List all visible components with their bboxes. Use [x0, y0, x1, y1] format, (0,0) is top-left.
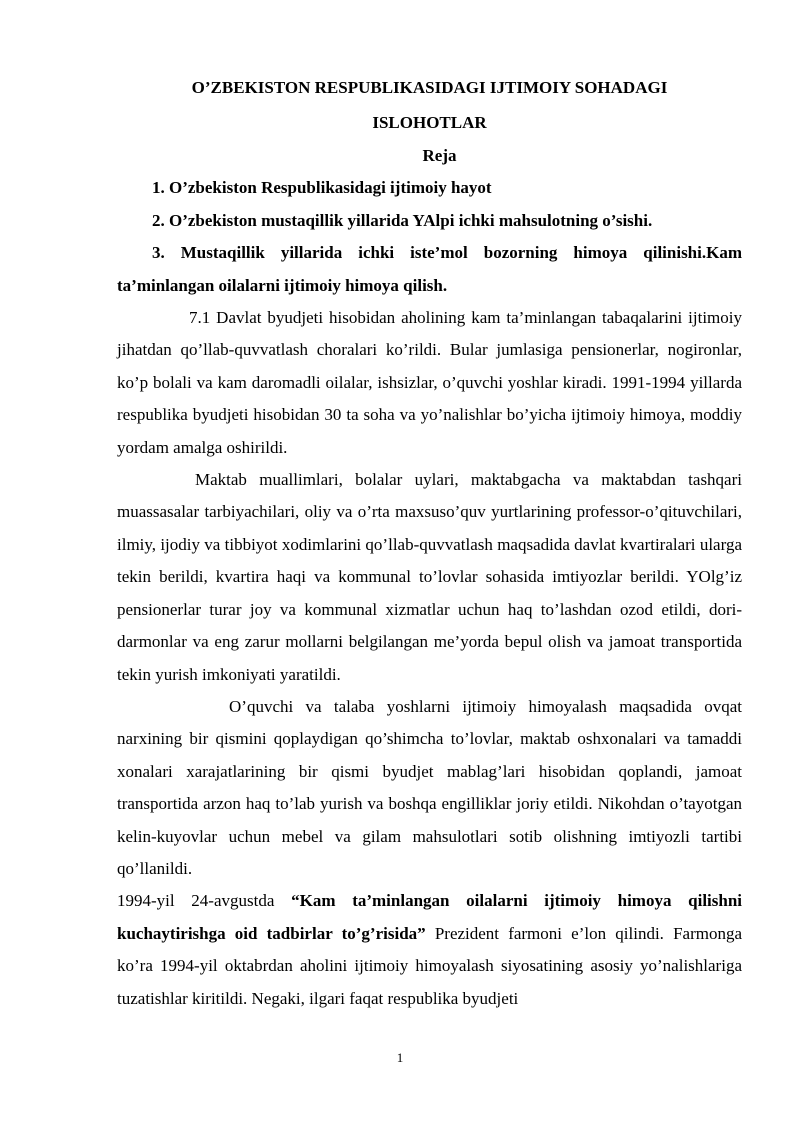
document-title [117, 70, 742, 140]
plan-list [117, 172, 742, 302]
paragraph-3: O’quvchi va talaba yoshlarni ijtimoiy himoyalash maqsadida ovqat narxining bir qismini qoplaydigan qo’shimcha to’lovlar, maktab oshxonalari va tamaddi xonalari xarajatlarining bir qismi byudjet mablag’lari hisobidan qoplandi, jamoat transportida arzon haq to’lab yurish va boshqa engilliklar joriy etildi. Nikohdan o’tayotgan kelin-kuyovlar uchun mebel va gilam mahsulotlari sotib olishning imtiyozli tartibi qo’llanildi. [117, 696, 742, 878]
paragraph-2: Maktab muallimlari, bolalar uylari, maktabgacha va maktabdan tashqari muassasalar tarbiyachilari, oliy va o’rta maxsuso’quv yurtlarining professor-o’qituvchilari, ilmiy, ijodiy va tibbiyot xodimlarini qo’llab-quvvatlash maqsadida davlat kvartiralari ularga tekin berildi, kvartira haqi va kommunal to’lovlar sohasida imtiyozlar berildi. YOlg’iz pensionerlar turar joy va kommunal xizmatlar uchun haq to’lashdan ozod etildi, dori-darmonlar va eng zarur mollarni belgilangan me’yorda bepul olish va jamoat transportida tekin yurish imkoniyati yaratildi. [117, 470, 742, 684]
title-line-2: ISLOHOTLAR [372, 113, 487, 132]
paragraph-4-rest: Prezident farmoni e’lon qilindi. Farmonga ko’ra 1994-yil oktabrdan aholini ijtimoiy himoyalash siyosatining asosiy yo’nalishlariga tuzatishlar kiritildi. Negaki, ilgari faqat respublika byudjeti [117, 923, 743, 1008]
page-number: 1 [396, 1050, 404, 1065]
decree-title: “Kam ta’minlangan oilalarni ijtimoiy himoya qilishni kuchaytirishga oid tadbirlar to’g’risida” [117, 891, 743, 943]
plan-item-2: 2. O’zbekiston mustaqillik yillarida YAlpi ichki mahsulotning o’sishi. [152, 210, 653, 230]
paragraph-4 [117, 885, 742, 1015]
plan-item-3: 3. Mustaqillik yillarida ichki iste’mol bozorning himoya qilinishi.Kam ta’minlangan oilalarni ijtimoiy himoya qilish. [117, 243, 742, 295]
paragraph-4-start: 1994-yil 24-avgustda [117, 891, 275, 911]
document-body [117, 70, 742, 1015]
plan-item-1: 1. O’zbekiston Respublikasidagi ijtimoiy hayot [152, 178, 492, 198]
plan-heading: Reja [422, 146, 457, 165]
title-line-1: O’ZBEKISTON RESPUBLIKASIDAGI IJTIMOIY SOHADAGI [191, 78, 668, 97]
paragraph-1: 7.1 Davlat byudjeti hisobidan aholining kam ta’minlangan tabaqalarini ijtimoiy jihatdan qo’llab-quvvatlash choralari ko’rildi. Bular jumlasiga pensionerlar, nogironlar, ko’p bolali va kam daromadli oilalar, ishsizlar, o’quvchi yoshlar kiradi. 1991-1994 yillarda respublika byudjeti hisobidan 30 ta soha va yo’nalishlar bo’yicha ijtimoiy himoya, moddiy yordam amalga oshirildi. [117, 308, 742, 457]
